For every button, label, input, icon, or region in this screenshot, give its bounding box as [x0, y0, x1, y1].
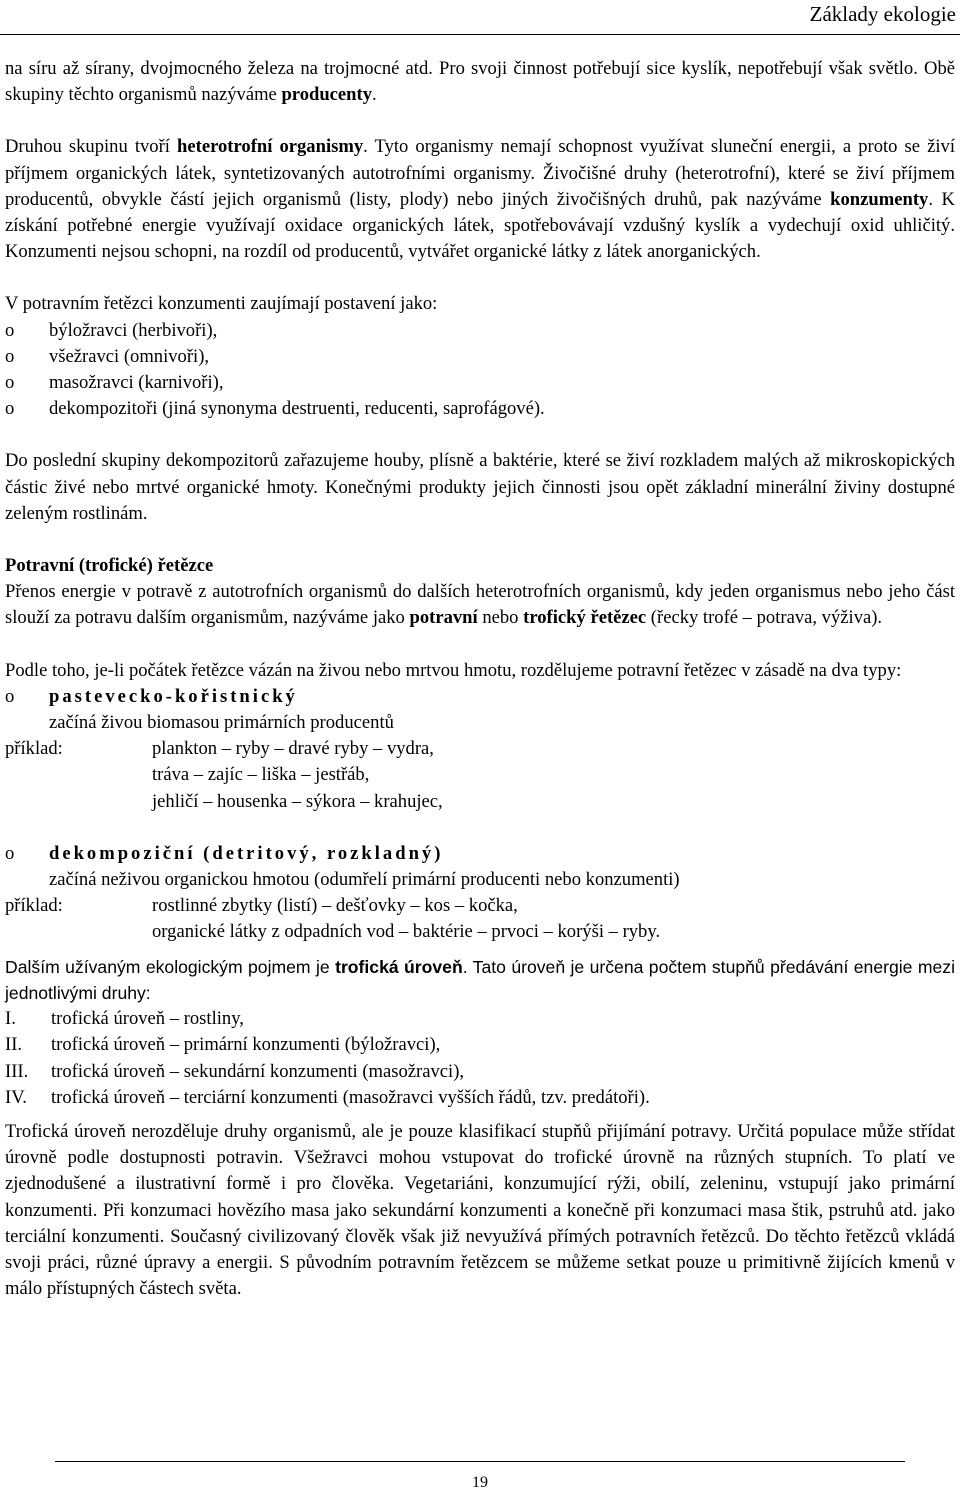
- header-rule: [0, 34, 960, 35]
- paragraph-producers: na síru až sírany, dvojmocného železa na trojmocné atd. Pro svoji činnost potřebují sice kyslík, nepotřebují však světlo. Obě skupiny těchto organismů nazýváme producenty.: [5, 58, 955, 106]
- list-item: o býložravci (herbivoři),: [5, 318, 955, 344]
- chain-type-name: dekompoziční (detritový, rozkladný): [49, 842, 444, 864]
- chain-type-name: pastevecko-kořistnický: [49, 685, 298, 707]
- level-number: II.: [5, 1034, 23, 1056]
- list-item: I. trofická úroveň – rostliny,: [5, 1006, 955, 1032]
- bullet-icon: o: [5, 398, 15, 420]
- list-item: IV. trofická úroveň – terciární konzumenti (masožravci vyšších řádů, tzv. predátoři).: [5, 1085, 955, 1111]
- level-number: IV.: [5, 1086, 27, 1108]
- consumer-list: [5, 318, 955, 423]
- bullet-icon: o: [5, 685, 15, 707]
- paragraph-food-chain: Přenos energie v potravě z autotrofních organismů do dalších heterotrofních organismů, kdy jeden organismus nebo jeho část slouží za potravu dalším organismům, nazýváme jako potravní nebo trofický řetězec (řecky trofé – potrava, výživa).: [5, 581, 955, 629]
- chain-type-desc: začíná živou biomasou primárních producentů: [49, 712, 394, 734]
- paragraph-chain-types: Podle toho, je-li počátek řetězce vázán na živou nebo mrtvou hmotu, rozdělujeme potravní řetězec v zásadě na dva typy:: [5, 659, 902, 681]
- paragraph-decomposers: Do poslední skupiny dekompozitorů zařazujeme houby, plísně a baktérie, které se živí rozkladem malých až mikroskopických částic živé nebo mrtvé organické hmoty. Konečnými produkty jejich činnosti jsou opět základní minerální živiny dostupné zeleným rostlinám.: [5, 450, 955, 524]
- term-heterotrofni: heterotrofní organismy: [177, 136, 364, 158]
- term-troficka-uroven: trofická úroveň: [335, 956, 463, 977]
- bullet-icon: o: [5, 345, 15, 367]
- section-heading: Potravní (trofické) řetězce: [5, 555, 214, 577]
- term-potravni: potravní: [409, 607, 478, 629]
- example-row: organické látky z odpadních vod – baktérie – prvoci – korýši – ryby.: [152, 921, 661, 943]
- level-number: I.: [5, 1008, 16, 1030]
- paragraph-chain-intro: V potravním řetězci konzumenti zaujímají postavení jako:: [5, 293, 438, 315]
- chain-type-desc: začíná neživou organickou hmotou (odumřelí primární producenti nebo konzumenti): [49, 869, 680, 891]
- paragraph-trophic-humans: Trofická úroveň nerozděluje druhy organismů, ale je pouze klasifikací stupňů přijímání potravy. Určitá populace může střídat úrovně podle dostupnosti potravin. Všežravci mohou vstupovat do trofické úrovně na různých stupních. To platí ve zjednodušené a ilustrativní formě i pro člověka. Vegetariáni, konzumující rýži, obilí, zeleninu, vstupují jako primární konzumenti. Při konzumaci hovězího masa jako sekundární konzumenti a konečně při konzumaci masa štik, pstruhů atd. jako terciální konzumenti. Současný civilizovaný člověk však již nevyužívá přímých potravních řetězců. Do těchto řetězců vkládá svoji práci, různé úpravy a energii. S původním potravním řetězcem se můžeme setkat pouze u primitivně žijících kmenů v málo přístupných částech světa.: [5, 1120, 955, 1300]
- example-row: tráva – zajíc – liška – jestřáb,: [152, 764, 370, 786]
- bullet-icon: o: [5, 372, 15, 394]
- term-producenty: producenty: [281, 84, 373, 106]
- bullet-icon: o: [5, 319, 15, 341]
- page-number: 19: [472, 1474, 488, 1491]
- example-label: příklad:: [5, 895, 63, 917]
- list-item: [5, 684, 955, 710]
- paragraph-heterotrophs: Druhou skupinu tvoří heterotrofní organismy. Tyto organismy nemají schopnost využívat sluneční energii, a proto se živí příjmem organických látek, syntetizovaných autotrofními organismy. Živočišné druhy (heterotrofní), které se živí příjmem producentů, obvykle částí jejich organismů (listy, plody) nebo jiných živočišných druhů, pak nazýváme konzumenty. K získání potřebné energie využívají oxidace organických látek, spotřebovávají vzdušný kyslík a vydechují oxid uhličitý. Konzumenti nejsou schopni, na rozdíl od producentů, vytvářet organické látky z látek anorganických.: [5, 136, 955, 263]
- list-item: o všežravci (omnivoři),: [5, 344, 955, 370]
- list-item: III. trofická úroveň – sekundární konzumenti (masožravci),: [5, 1059, 955, 1085]
- footer-rule: [55, 1461, 905, 1462]
- running-header: Základy ekologie: [809, 2, 956, 26]
- example-row: příklad: rostlinné zbytky (listí) – dešťovky – kos – kočka,: [5, 893, 955, 919]
- example-row: příklad: plankton – ryby – dravé ryby – vydra,: [5, 736, 955, 762]
- page-body: [5, 56, 955, 1302]
- example-row: jehličí – housenka – sýkora – krahujec,: [152, 790, 443, 812]
- chain-type-detritus: [5, 841, 955, 946]
- term-troficky-retezec: trofický řetězec: [523, 607, 647, 629]
- list-item: o dekompozitoři (jiná synonyma destruenti, reducenti, saprofágové).: [5, 396, 955, 422]
- bullet-icon: o: [5, 842, 15, 864]
- list-item: o masožravci (karnivoři),: [5, 370, 955, 396]
- list-item: [5, 841, 955, 867]
- example-label: příklad:: [5, 738, 63, 760]
- term-konzumenty: konzumenty: [830, 188, 929, 210]
- paragraph-trophic-level: Dalším užívaným ekologickým pojmem je trofická úroveň. Tato úroveň je určena počtem stupňů předávání energie mezi jednotlivými druhy:: [5, 956, 955, 1003]
- level-number: III.: [5, 1060, 29, 1082]
- list-item: II. trofická úroveň – primární konzumenti (býložravci),: [5, 1032, 955, 1058]
- trophic-level-list: [5, 1006, 955, 1111]
- chain-type-grazing: [5, 684, 955, 815]
